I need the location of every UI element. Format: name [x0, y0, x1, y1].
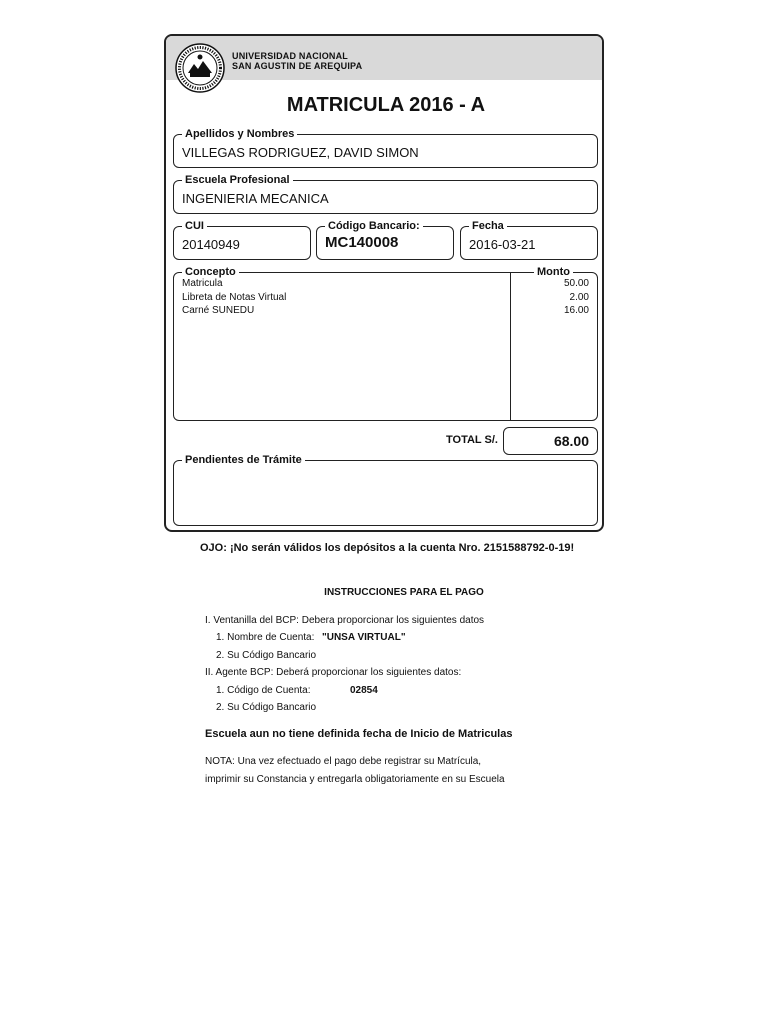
date-label: Fecha [469, 219, 507, 233]
names-value: VILLEGAS RODRIGUEZ, DAVID SIMON [182, 145, 419, 160]
instruction-section-2: II. Agente BCP: Deberá proporcionar los siguientes datos: [205, 667, 462, 678]
amount-list [564, 277, 589, 318]
total-value: 68.00 [553, 433, 589, 449]
school-value: INGENIERIA MECANICA [182, 191, 329, 206]
amount-label: Monto [534, 265, 573, 279]
amount-item: 16.00 [563, 305, 589, 316]
university-line-2: SAN AGUSTIN DE AREQUIPA [232, 61, 363, 71]
amount-item: 2.00 [569, 291, 589, 303]
university-seal-icon [174, 42, 226, 94]
names-field [173, 128, 598, 168]
page-title: MATRICULA 2016 - A [286, 94, 486, 116]
university-line-1: UNIVERSIDAD NACIONAL [232, 51, 349, 61]
date-field [460, 220, 598, 260]
school-notice: Escuela aun no tiene definida fecha de Inicio de Matriculas [205, 728, 513, 740]
total-field [503, 427, 598, 455]
instruction-bank-code-1: 2. Su Código Bancario [216, 650, 317, 661]
instruction-account-code-label: 1. Código de Cuenta: [216, 685, 311, 696]
university-name [232, 51, 362, 71]
school-label: Escuela Profesional [182, 173, 293, 187]
enrollment-form [164, 34, 604, 532]
concept-item: Carné SUNEDU [182, 305, 255, 316]
bank-code-label: Código Bancario: [325, 219, 423, 233]
amount-item: 50.00 [563, 278, 589, 289]
instruction-account-name-value: "UNSA VIRTUAL" [322, 632, 406, 643]
instruction-account-name-label: 1. Nombre de Cuenta: [216, 632, 315, 643]
bank-code-field [316, 220, 454, 260]
pending-label: Pendientes de Trámite [182, 453, 305, 467]
pending-field [173, 454, 598, 526]
concept-item: Matricula [182, 278, 223, 289]
note-line-2: imprimir su Constancia y entregarla obligatoriamente en su Escuela [205, 774, 505, 785]
names-label: Apellidos y Nombres [182, 127, 297, 141]
concept-list [182, 277, 286, 318]
warning-text: OJO: ¡No serán válidos los depósitos a la cuenta Nro. 2151588792-0-19! [200, 542, 575, 554]
total-label: TOTAL S/. [446, 434, 498, 446]
instruction-account-code-value: 02854 [350, 685, 378, 696]
concept-label: Concepto [182, 265, 239, 279]
note-line-1: NOTA: Una vez efectuado el pago debe registrar su Matrícula, [205, 756, 482, 767]
instruction-section-1: I. Ventanilla del BCP: Debera proporcionar los siguientes datos [205, 615, 485, 626]
cui-label: CUI [182, 219, 207, 233]
concept-item: Libreta de Notas Virtual [182, 291, 287, 303]
charges-table [173, 266, 598, 421]
school-field [173, 174, 598, 214]
instructions-title: INSTRUCCIONES PARA EL PAGO [324, 587, 484, 598]
date-value: 2016-03-21 [469, 237, 536, 252]
instruction-bank-code-2: 2. Su Código Bancario [216, 702, 317, 713]
column-divider [510, 273, 511, 420]
cui-field [173, 220, 311, 260]
cui-value: 20140949 [182, 237, 240, 252]
bank-code-value: MC140008 [325, 234, 399, 251]
